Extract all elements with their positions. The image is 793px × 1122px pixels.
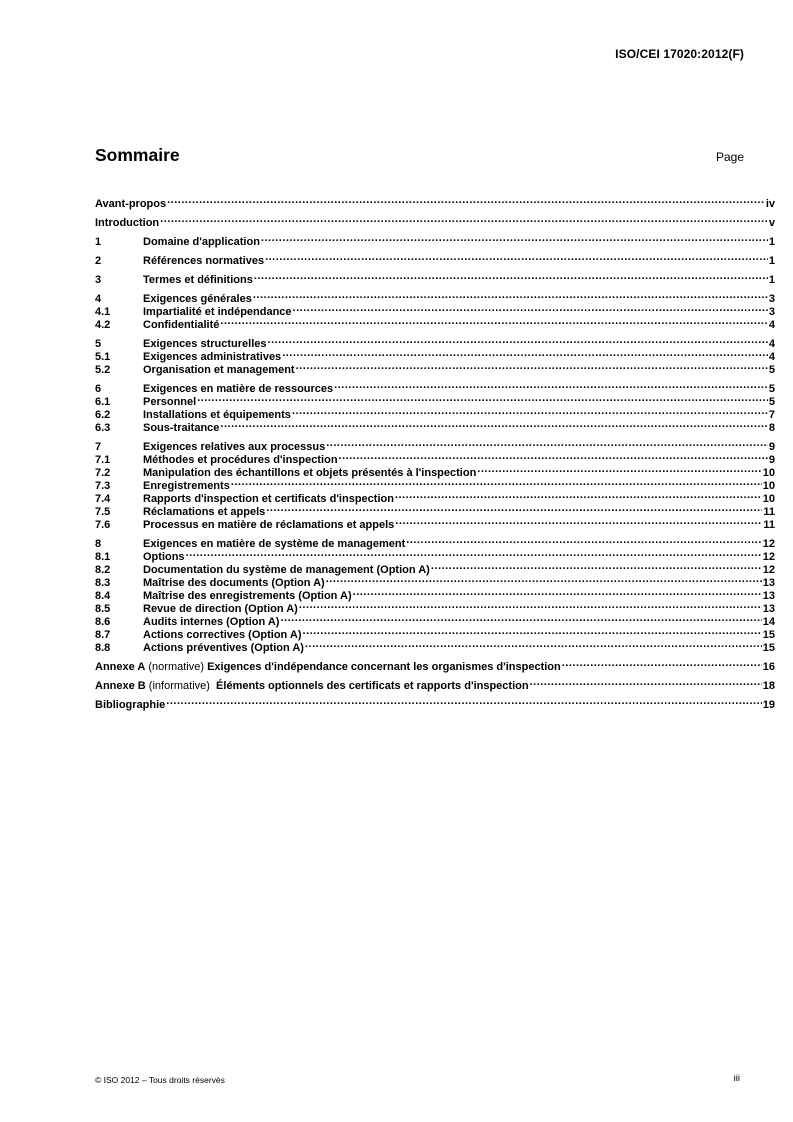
toc-entry-title — [143, 293, 252, 306]
toc-entry-number: 7.4 — [95, 493, 111, 505]
toc-entry-page: 11 — [763, 519, 775, 531]
toc-leader-dots — [282, 347, 768, 360]
toc-entry-number: 7.5 — [95, 506, 111, 518]
toc-entry-title — [143, 274, 253, 287]
toc-leader-dots — [220, 418, 767, 431]
toc-leader-dots — [166, 695, 761, 708]
toc-entry-title — [143, 616, 279, 629]
toc-entry-number: 5 — [95, 338, 102, 350]
toc-entry-title — [95, 699, 165, 712]
toc-entry-title-text: Maîtrise des enregistrements (Option A) — [143, 590, 352, 602]
toc-entry-number: 8.3 — [95, 577, 111, 589]
toc-entry-title-text: Introduction — [95, 217, 160, 229]
toc-entry-number: 7.6 — [95, 519, 111, 531]
document-reference: ISO/CEI 17020:2012(F) — [615, 47, 744, 61]
toc-leader-dots — [197, 392, 768, 405]
toc-entry[interactable] — [95, 270, 775, 286]
toc-entry-page: 13 — [762, 590, 775, 602]
toc-entry-title — [143, 338, 267, 351]
toc-leader-dots — [339, 450, 768, 463]
page-column-label: Page — [715, 150, 744, 164]
toc-entry-title — [143, 319, 219, 332]
toc-entry-annex-type: (normative) — [145, 661, 208, 673]
toc-entry-page: 16 — [762, 661, 775, 673]
toc-leader-dots — [220, 315, 767, 328]
table-of-contents — [95, 194, 775, 714]
toc-entry-title — [143, 396, 196, 409]
toc-leader-dots — [477, 463, 761, 476]
toc-entry-page: 5 — [768, 364, 775, 376]
toc-group — [95, 657, 775, 673]
toc-entry-title-text: Confidentialité — [143, 319, 220, 331]
toc-entry-annex-title: Exigences d'indépendance concernant les organismes d'inspection — [207, 661, 561, 673]
toc-entry-title-text: Avant-propos — [95, 198, 167, 210]
toc-leader-dots — [395, 515, 762, 528]
toc-entry-annex-type: (informative) — [145, 680, 213, 692]
toc-entry-annex-title: Éléments optionnels des certificats et rapports d'inspection — [213, 680, 529, 692]
toc-entry[interactable] — [95, 334, 775, 350]
toc-entry-title-text: Termes et définitions — [143, 274, 253, 286]
toc-entry[interactable] — [95, 695, 775, 711]
toc-leader-dots — [186, 547, 762, 560]
toc-leader-dots — [326, 437, 768, 450]
toc-entry-number: 7.2 — [95, 467, 111, 479]
toc-entry-page: 13 — [762, 603, 775, 615]
toc-entry-page: 1 — [768, 236, 775, 248]
toc-entry-number: 5.1 — [95, 351, 111, 363]
toc-entry-number: 7.1 — [95, 454, 111, 466]
toc-leader-dots — [562, 657, 762, 670]
toc-entry-title-text: Installations et équipements — [143, 409, 291, 421]
toc-leader-dots — [280, 612, 761, 625]
toc-entry-title-text: Processus en matière de réclamations et appels — [143, 519, 395, 531]
toc-entry-title-text: Exigences générales — [143, 293, 252, 305]
toc-entry[interactable] — [95, 213, 775, 229]
toc-leader-dots — [167, 194, 765, 207]
toc-entry-page: 11 — [763, 506, 775, 518]
toc-entry[interactable] — [95, 251, 775, 267]
toc-entry-page: 4 — [768, 351, 775, 363]
toc-leader-dots — [299, 599, 762, 612]
toc-group — [95, 289, 775, 331]
toc-entry-title — [143, 603, 298, 616]
toc-entry-page: 1 — [768, 274, 775, 286]
toc-entry-page: 12 — [762, 538, 775, 550]
toc-entry-title-text: Manipulation des échantillons et objets présentés à l'inspection — [143, 467, 477, 479]
toc-entry-page: 13 — [762, 577, 775, 589]
toc-group — [95, 676, 775, 692]
page-number: iii — [733, 1073, 740, 1084]
toc-group — [95, 213, 775, 229]
toc-group — [95, 695, 775, 711]
toc-entry-page: v — [768, 217, 775, 229]
toc-entry-title — [143, 577, 325, 590]
toc-entry-number: 2 — [95, 255, 102, 267]
toc-leader-dots — [431, 560, 762, 573]
toc-leader-dots — [254, 270, 768, 283]
toc-group — [95, 379, 775, 434]
toc-entry[interactable] — [95, 676, 775, 692]
toc-entry-number: 8.2 — [95, 564, 111, 576]
toc-entry-page: 3 — [768, 293, 775, 305]
toc-entry-number: 8 — [95, 538, 102, 550]
toc-entry-title-text: Rapports d'inspection et certificats d'inspection — [143, 493, 394, 505]
toc-entry-page: 4 — [768, 319, 775, 331]
toc-entry-title-text: Exigences administratives — [143, 351, 282, 363]
toc-entry-page: 9 — [768, 441, 775, 453]
toc-leader-dots — [326, 573, 762, 586]
toc-entry[interactable] — [95, 560, 775, 576]
toc-entry-number: 8.8 — [95, 642, 111, 654]
toc-entry-page: 10 — [762, 467, 775, 479]
toc-entry[interactable] — [95, 534, 775, 550]
toc-entry-page: 18 — [762, 680, 775, 692]
toc-entry-title-text: Personnel — [143, 396, 197, 408]
toc-entry-page: 12 — [762, 551, 775, 563]
toc-group — [95, 194, 775, 210]
toc-entry-title — [143, 364, 295, 377]
toc-entry-page: 10 — [762, 493, 775, 505]
toc-leader-dots — [530, 676, 762, 689]
toc-entry-title-text: Options — [143, 551, 185, 563]
toc-entry-title — [143, 441, 325, 454]
toc-entry-title-text: Exigences en matière de ressources — [143, 383, 334, 395]
toc-entry-title-text: Actions préventives (Option A) — [143, 642, 304, 654]
toc-entry[interactable] — [95, 547, 775, 563]
toc-group — [95, 251, 775, 267]
toc-entry-number: 6.3 — [95, 422, 111, 434]
toc-leader-dots — [231, 476, 762, 489]
toc-entry-title — [143, 506, 265, 519]
toc-entry-page: 7 — [768, 409, 775, 421]
toc-group — [95, 232, 775, 248]
toc-leader-dots — [303, 625, 762, 638]
toc-entry-page: 15 — [762, 629, 775, 641]
toc-entry[interactable] — [95, 405, 775, 421]
toc-group — [95, 270, 775, 286]
toc-entry-page: 9 — [768, 454, 775, 466]
toc-entry-title — [143, 642, 304, 655]
toc-leader-dots — [395, 489, 762, 502]
toc-entry-title — [143, 480, 230, 493]
toc-entry-title-text: Références normatives — [143, 255, 265, 267]
toc-entry-title — [143, 351, 281, 364]
toc-leader-dots — [293, 302, 768, 315]
toc-entry-title-text: Revue de direction (Option A) — [143, 603, 298, 615]
toc-entry-page: iv — [765, 198, 775, 210]
toc-entry-title — [143, 629, 302, 642]
toc-entry-number: 8.5 — [95, 603, 111, 615]
toc-leader-dots — [266, 502, 762, 515]
toc-entry-number: 7 — [95, 441, 102, 453]
toc-entry-title-text: Réclamations et appels — [143, 506, 266, 518]
toc-entry[interactable] — [95, 194, 775, 210]
toc-heading: Sommaire — [95, 145, 180, 165]
toc-entry-page: 12 — [762, 564, 775, 576]
toc-entry-title-text: Audits internes (Option A) — [143, 616, 280, 628]
toc-entry-title — [95, 661, 561, 674]
toc-entry-title-text: Maîtrise des documents (Option A) — [143, 577, 325, 589]
toc-entry-title-text: Exigences structurelles — [143, 338, 267, 350]
toc-leader-dots — [253, 289, 768, 302]
toc-entry-page: 19 — [762, 699, 775, 711]
toc-leader-dots — [406, 534, 761, 547]
toc-entry-title-text: Bibliographie — [95, 699, 166, 711]
toc-entry-title — [143, 255, 264, 268]
toc-entry-page: 10 — [762, 480, 775, 492]
toc-entry-number: 4 — [95, 293, 102, 305]
toc-leader-dots — [160, 213, 768, 226]
toc-entry[interactable] — [95, 392, 775, 408]
toc-leader-dots — [305, 638, 762, 651]
toc-entry-title — [143, 551, 185, 564]
toc-entry-title — [143, 422, 219, 435]
toc-entry[interactable] — [95, 657, 775, 673]
toc-entry[interactable] — [95, 437, 775, 453]
toc-entry[interactable] — [95, 289, 775, 305]
toc-entry-title-text: Actions correctives (Option A) — [143, 629, 302, 641]
toc-entry-title-text: Impartialité et indépendance — [143, 306, 292, 318]
toc-entry-page: 4 — [768, 338, 775, 350]
toc-entry-number: 3 — [95, 274, 102, 286]
toc-entry-number: 8.4 — [95, 590, 111, 602]
toc-entry-number: 6 — [95, 383, 102, 395]
toc-entry-number: 8.6 — [95, 616, 111, 628]
toc-entry-number: 8.1 — [95, 551, 111, 563]
toc-group — [95, 334, 775, 376]
toc-leader-dots — [261, 232, 768, 245]
copyright-notice: © ISO 2012 – Tous droits réservés — [95, 1075, 225, 1085]
toc-entry-page: 8 — [768, 422, 775, 434]
toc-entry-number: 4.2 — [95, 319, 111, 331]
toc-leader-dots — [292, 405, 768, 418]
toc-entry-title-text: Exigences en matière de système de management — [143, 538, 406, 550]
toc-entry-page: 14 — [762, 616, 775, 628]
toc-entry-title — [143, 454, 338, 467]
toc-entry-title-text: Méthodes et procédures d'inspection — [143, 454, 338, 466]
toc-group — [95, 534, 775, 654]
toc-entry-title-text: Annexe A — [95, 661, 146, 673]
toc-entry-page: 1 — [768, 255, 775, 267]
toc-entry-title — [95, 217, 159, 230]
toc-entry-title-text: Annexe B — [95, 680, 146, 692]
toc-entry-title-text: Exigences relatives aux processus — [143, 441, 326, 453]
toc-entry-page: 3 — [768, 306, 775, 318]
toc-leader-dots — [268, 334, 768, 347]
toc-entry-title-text: Enregistrements — [143, 480, 230, 492]
toc-leader-dots — [296, 360, 768, 373]
toc-leader-dots — [353, 586, 762, 599]
toc-entry-page: 15 — [762, 642, 775, 654]
toc-entry-number: 8.7 — [95, 629, 111, 641]
toc-entry-title — [95, 680, 529, 693]
toc-entry-number: 6.2 — [95, 409, 111, 421]
toc-entry-page: 5 — [768, 383, 775, 395]
toc-entry-title-text: Sous-traitance — [143, 422, 220, 434]
toc-leader-dots — [334, 379, 768, 392]
toc-entry[interactable] — [95, 379, 775, 395]
toc-entry-number: 1 — [95, 236, 102, 248]
toc-entry-page: 5 — [768, 396, 775, 408]
toc-entry-title — [95, 198, 166, 211]
toc-entry-title-text: Documentation du système de management (Option A) — [143, 564, 430, 576]
toc-entry-number: 4.1 — [95, 306, 111, 318]
toc-entry-title-text: Organisation et management — [143, 364, 295, 376]
toc-entry[interactable] — [95, 232, 775, 248]
toc-leader-dots — [265, 251, 768, 264]
toc-entry-title — [143, 519, 394, 532]
toc-entry-number: 5.2 — [95, 364, 111, 376]
toc-entry-number: 6.1 — [95, 396, 111, 408]
toc-group — [95, 437, 775, 531]
toc-entry-number: 7.3 — [95, 480, 111, 492]
toc-entry-title — [143, 236, 260, 249]
toc-entry-title-text: Domaine d'application — [143, 236, 260, 248]
